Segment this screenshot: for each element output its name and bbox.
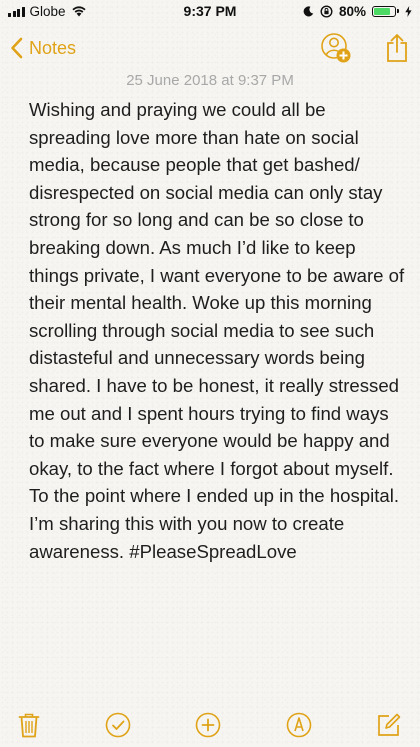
- back-button[interactable]: [10, 37, 76, 59]
- battery-fill: [374, 8, 390, 15]
- share-icon: [386, 33, 408, 63]
- sketch-button[interactable]: [286, 712, 312, 738]
- compose-button[interactable]: [376, 712, 402, 738]
- battery-percent: 80%: [338, 3, 366, 19]
- charging-bolt-icon: [405, 6, 412, 17]
- back-label: Notes: [29, 37, 77, 58]
- trash-icon: [18, 712, 40, 738]
- carrier-name: Globe: [29, 3, 66, 19]
- add-people-icon: [320, 32, 352, 64]
- status-time: 9:37 PM: [183, 3, 237, 19]
- note-timestamp: 25 June 2018 at 9:37 PM: [126, 72, 294, 89]
- bottom-toolbar: [0, 703, 420, 747]
- sketch-icon: [286, 712, 312, 738]
- status-bar: [0, 0, 420, 22]
- note-body-text[interactable]: Wishing and praying we could all be spreading love more than hate on social media, because people that get bashed/ disrespected on social media can only stay strong for so long and can be so close to breaking down. As much I’d like to keep things private, I want everyone to be aware of their mental health. Woke up this morning scrolling through social media to see such distasteful and unnecessary words being shared. I have to be honest, it really stressed me out and I spent hours trying to find ways to make sure everyone would be happy and okay, to the fact where I forgot about myself. To the point where I ended up in the hospital. I’m sharing this with you now to create awareness. #PleaseSpreadLove: [29, 99, 405, 562]
- add-button[interactable]: [195, 712, 221, 738]
- delete-button[interactable]: [18, 712, 40, 738]
- chevron-left-icon: [10, 37, 23, 59]
- add-icon: [195, 712, 221, 738]
- moon-icon: [303, 6, 314, 17]
- add-people-button[interactable]: [320, 32, 352, 64]
- wifi-icon: [71, 5, 87, 17]
- signal-icon: [8, 6, 25, 17]
- status-left: [8, 4, 148, 19]
- battery-icon: [372, 6, 399, 17]
- nav-actions: [320, 32, 408, 64]
- status-right: [272, 4, 412, 19]
- compose-icon: [376, 712, 402, 738]
- share-button[interactable]: [386, 33, 408, 63]
- checklist-button[interactable]: [105, 712, 131, 738]
- nav-bar: [0, 26, 420, 70]
- rotation-lock-icon: [320, 5, 333, 18]
- checklist-icon: [105, 712, 131, 738]
